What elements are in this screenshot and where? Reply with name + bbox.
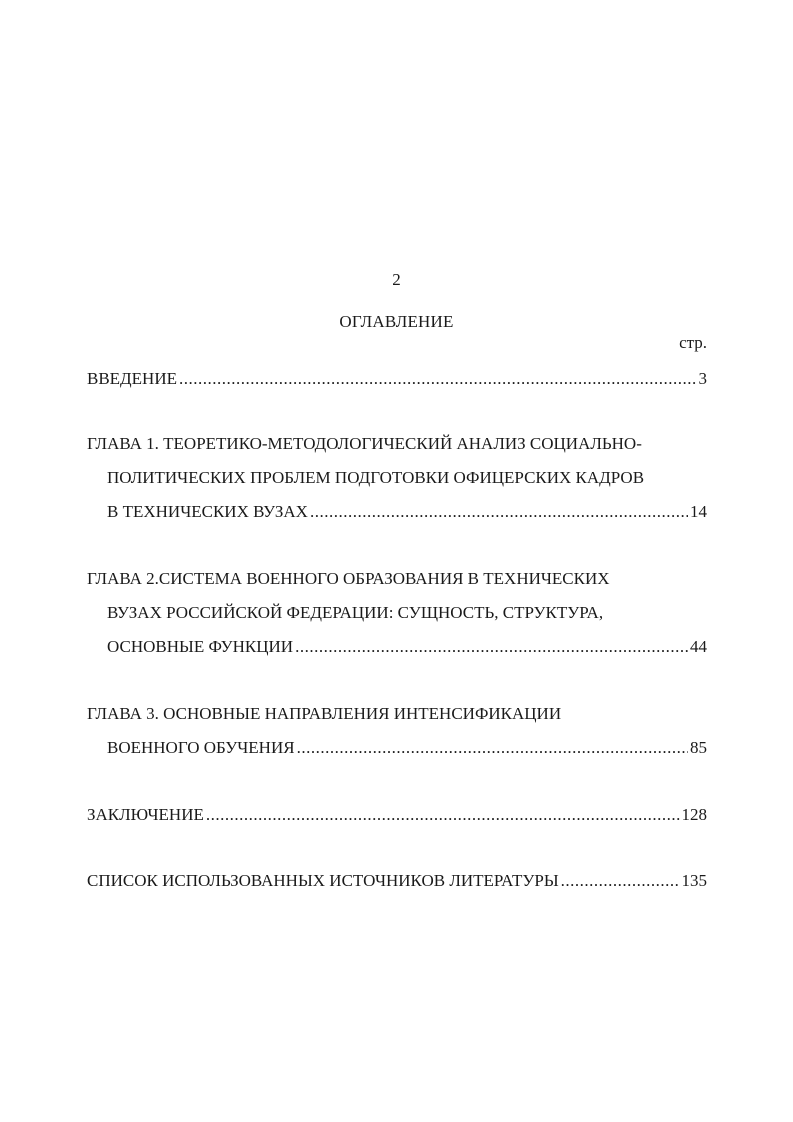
toc-entry-text: ОСНОВНЫЕ ФУНКЦИИ bbox=[107, 637, 294, 656]
toc-entry-text: ВОЕННОГО ОБУЧЕНИЯ bbox=[107, 738, 295, 757]
toc-entry-references bbox=[87, 864, 707, 898]
toc-entry-text: ВУЗАХ РОССИЙСКОЙ ФЕДЕРАЦИИ: СУЩНОСТЬ, СТРУКТУРА, bbox=[107, 603, 604, 622]
toc-entry-text: ГЛАВА 1. ТЕОРЕТИКО-МЕТОДОЛОГИЧЕСКИЙ АНАЛИЗ СОЦИАЛЬНО- bbox=[87, 434, 642, 453]
dot-leader bbox=[297, 731, 688, 765]
toc-entry-last-line bbox=[87, 630, 707, 664]
toc-page-number: 85 bbox=[690, 738, 707, 757]
toc-page-number: 128 bbox=[681, 805, 707, 824]
dot-leader bbox=[206, 798, 680, 832]
dot-leader bbox=[310, 495, 688, 529]
toc-entry-last-line bbox=[87, 798, 707, 832]
toc-entry-introduction bbox=[87, 362, 707, 396]
toc-title: ОГЛАВЛЕНИЕ bbox=[339, 312, 454, 331]
toc-entry-text: В ТЕХНИЧЕСКИХ ВУЗАХ bbox=[107, 502, 308, 521]
dot-leader bbox=[295, 630, 688, 664]
toc-entry-text: СПИСОК ИСПОЛЬЗОВАННЫХ ИСТОЧНИКОВ ЛИТЕРАТУРЫ bbox=[87, 871, 559, 890]
toc-entry-text: ВВЕДЕНИЕ bbox=[87, 369, 177, 388]
toc-entry-chapter-3 bbox=[87, 697, 707, 765]
dot-leader bbox=[179, 362, 697, 396]
toc-entry-chapter-1 bbox=[87, 427, 707, 529]
toc-entry-last-line bbox=[87, 495, 707, 529]
toc-page-number: 3 bbox=[698, 369, 707, 388]
page-column-header: стр. bbox=[679, 333, 707, 352]
toc-page-number: 14 bbox=[690, 502, 707, 521]
table-of-contents bbox=[87, 362, 707, 898]
toc-entry-text: ЗАКЛЮЧЕНИЕ bbox=[87, 805, 204, 824]
toc-entry-last-line bbox=[87, 362, 707, 396]
toc-page-number: 44 bbox=[690, 637, 707, 656]
toc-entry-conclusion bbox=[87, 798, 707, 832]
toc-entry-last-line bbox=[87, 731, 707, 765]
toc-page-number: 135 bbox=[681, 871, 707, 890]
toc-entry-text: ГЛАВА 2.СИСТЕМА ВОЕННОГО ОБРАЗОВАНИЯ В ТЕХНИЧЕСКИХ bbox=[87, 569, 610, 588]
toc-entry-chapter-2 bbox=[87, 562, 707, 664]
page-number: 2 bbox=[392, 270, 401, 289]
toc-entry-text: ГЛАВА 3. ОСНОВНЫЕ НАПРАВЛЕНИЯ ИНТЕНСИФИКАЦИИ bbox=[87, 704, 562, 723]
toc-entry-last-line bbox=[87, 864, 707, 898]
dot-leader bbox=[561, 864, 680, 898]
toc-entry-text: ПОЛИТИЧЕСКИХ ПРОБЛЕМ ПОДГОТОВКИ ОФИЦЕРСКИХ КАДРОВ bbox=[107, 468, 645, 487]
